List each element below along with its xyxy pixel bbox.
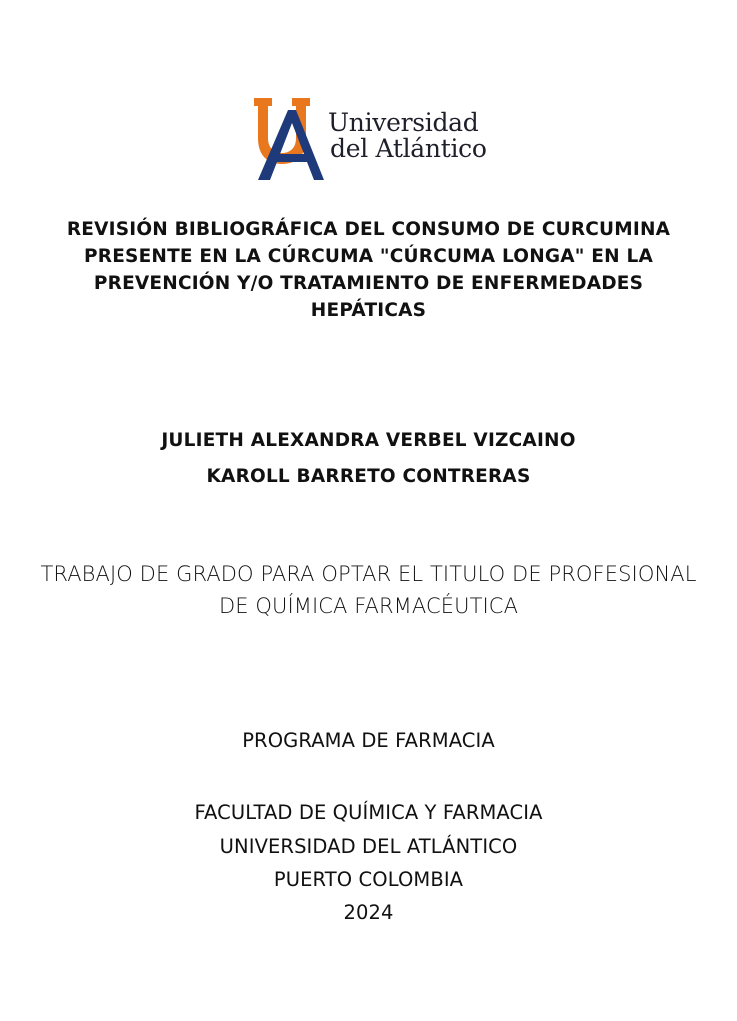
logo-name-line1: Universidad	[328, 108, 479, 137]
logo-name-line2: del Atlántico	[330, 134, 487, 163]
university-logo	[252, 96, 488, 182]
author-name: KAROLL BARRETO CONTRERAS	[206, 466, 531, 487]
document-title: REVISIÓN BIBLIOGRÁFICA DEL CONSUMO DE CURCUMINA PRESENTE EN LA CÚRCUMA "CÚRCUMA LONGA" EN LA PREVENCIÓN Y/O TRATAMIENTO DE ENFERMEDADES HEPÁTICAS	[66, 219, 671, 321]
publication-year: 2024	[343, 901, 394, 924]
logo-wordmark	[328, 110, 487, 161]
university-name: UNIVERSIDAD DEL ATLÁNTICO	[219, 835, 518, 858]
university-emblem-icon	[252, 96, 328, 182]
program-name: PROGRAMA DE FARMACIA	[242, 729, 495, 752]
author-name: JULIETH ALEXANDRA VERBEL VIZCAINO	[161, 430, 576, 451]
faculty-name: FACULTAD DE QUÍMICA Y FARMACIA	[194, 801, 543, 824]
city-name: PUERTO COLOMBIA	[273, 868, 464, 891]
degree-statement: TRABAJO DE GRADO PARA OPTAR EL TITULO DE PROFESIONAL DE QUÍMICA FARMACÉUTICA	[40, 562, 697, 618]
